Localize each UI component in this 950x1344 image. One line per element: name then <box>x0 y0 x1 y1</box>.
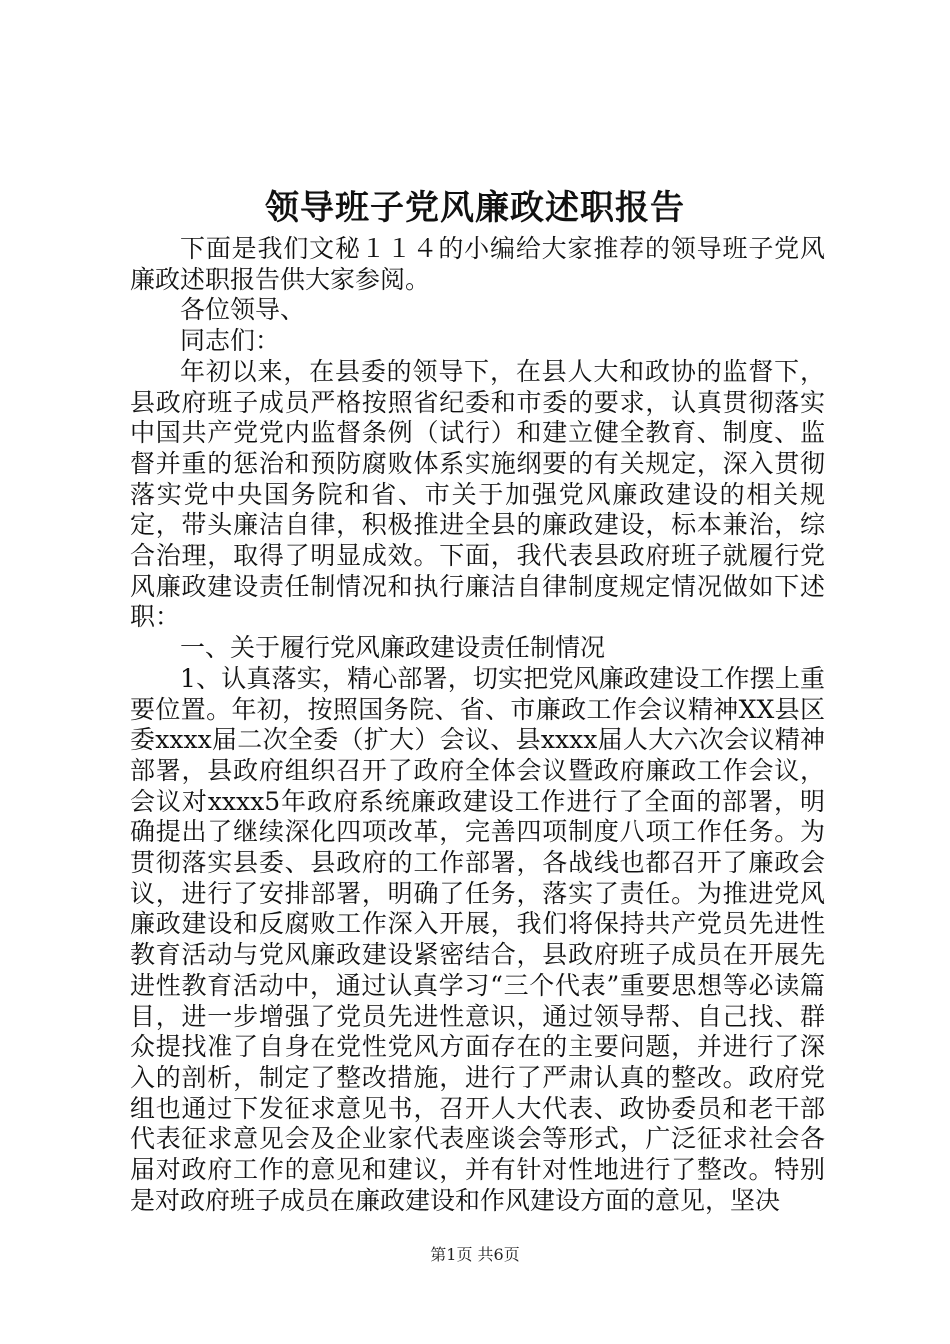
document-body <box>130 234 825 1217</box>
section-paragraph: 1、认真落实，精心部署，切实把党风廉政建设工作摆上重要位置。年初，按照国务院、省、市廉政工作会议精神XX县区委xxxx届二次全委（扩大）会议、县xxxx届人大六次会议精神部署，县政府组织召开了政府全体会议暨政府廉政工作会议，会议对xxxx5年政府系统廉政建设工作进行了全面的部署，明确提出了继续深化四项改革，完善四项制度八项工作任务。为贯彻落实县委、县政府的工作部署，各战线也都召开了廉政会议，进行了安排部署，明确了任务，落实了责任。为推进党风廉政建设和反腐败工作深入开展，我们将保持共产党员先进性教育活动与党风廉政建设紧密结合，县政府班子成员在开展先进性教育活动中，通过认真学习“三个代表”重要思想等必读篇目，进一步增强了党员先进性意识，通过领导帮、自己找、群众提找准了自身在党性党风方面存在的主要问题，并进行了深入的剖析，制定了整改措施，进行了严肃认真的整改。政府党组也通过下发征求意见书，召开人大代表、政协委员和老干部代表征求意见会及企业家代表座谈会等形式，广泛征求社会各届对政府工作的意见和建议，并有针对性地进行了整改。特别是对政府班子成员在廉政建设和作风建设方面的意见，坚决 <box>130 663 825 1215</box>
salutation-comrades: 同志们： <box>180 326 281 356</box>
intro-paragraph: 下面是我们文秘１１４的小编给大家推荐的领导班子党风廉政述职报告供大家参阅。 <box>130 234 825 294</box>
document-title: 领导班子党风廉政述职报告 <box>265 188 685 228</box>
section-heading: 一、关于履行党风廉政建设责任制情况 <box>180 633 606 663</box>
page-number-footer: 第1页 共6页 <box>430 1245 520 1264</box>
salutation-leaders: 各位领导、 <box>180 295 306 325</box>
opening-paragraph: 年初以来，在县委的领导下，在县人大和政协的监督下，县政府班子成员严格按照省纪委和市委的要求，认真贯彻落实中国共产党党内监督条例（试行）和建立健全教育、制度、监督并重的惩治和预防腐败体系实施纲要的有关规定，深入贯彻落实党中央国务院和省、市关于加强党风廉政建设的相关规定，带头廉洁自律，积极推进全县的廉政建设，标本兼治，综合治理，取得了明显成效。下面，我代表县政府班子就履行党风廉政建设责任制情况和执行廉洁自律制度规定情况做如下述职： <box>130 356 825 632</box>
